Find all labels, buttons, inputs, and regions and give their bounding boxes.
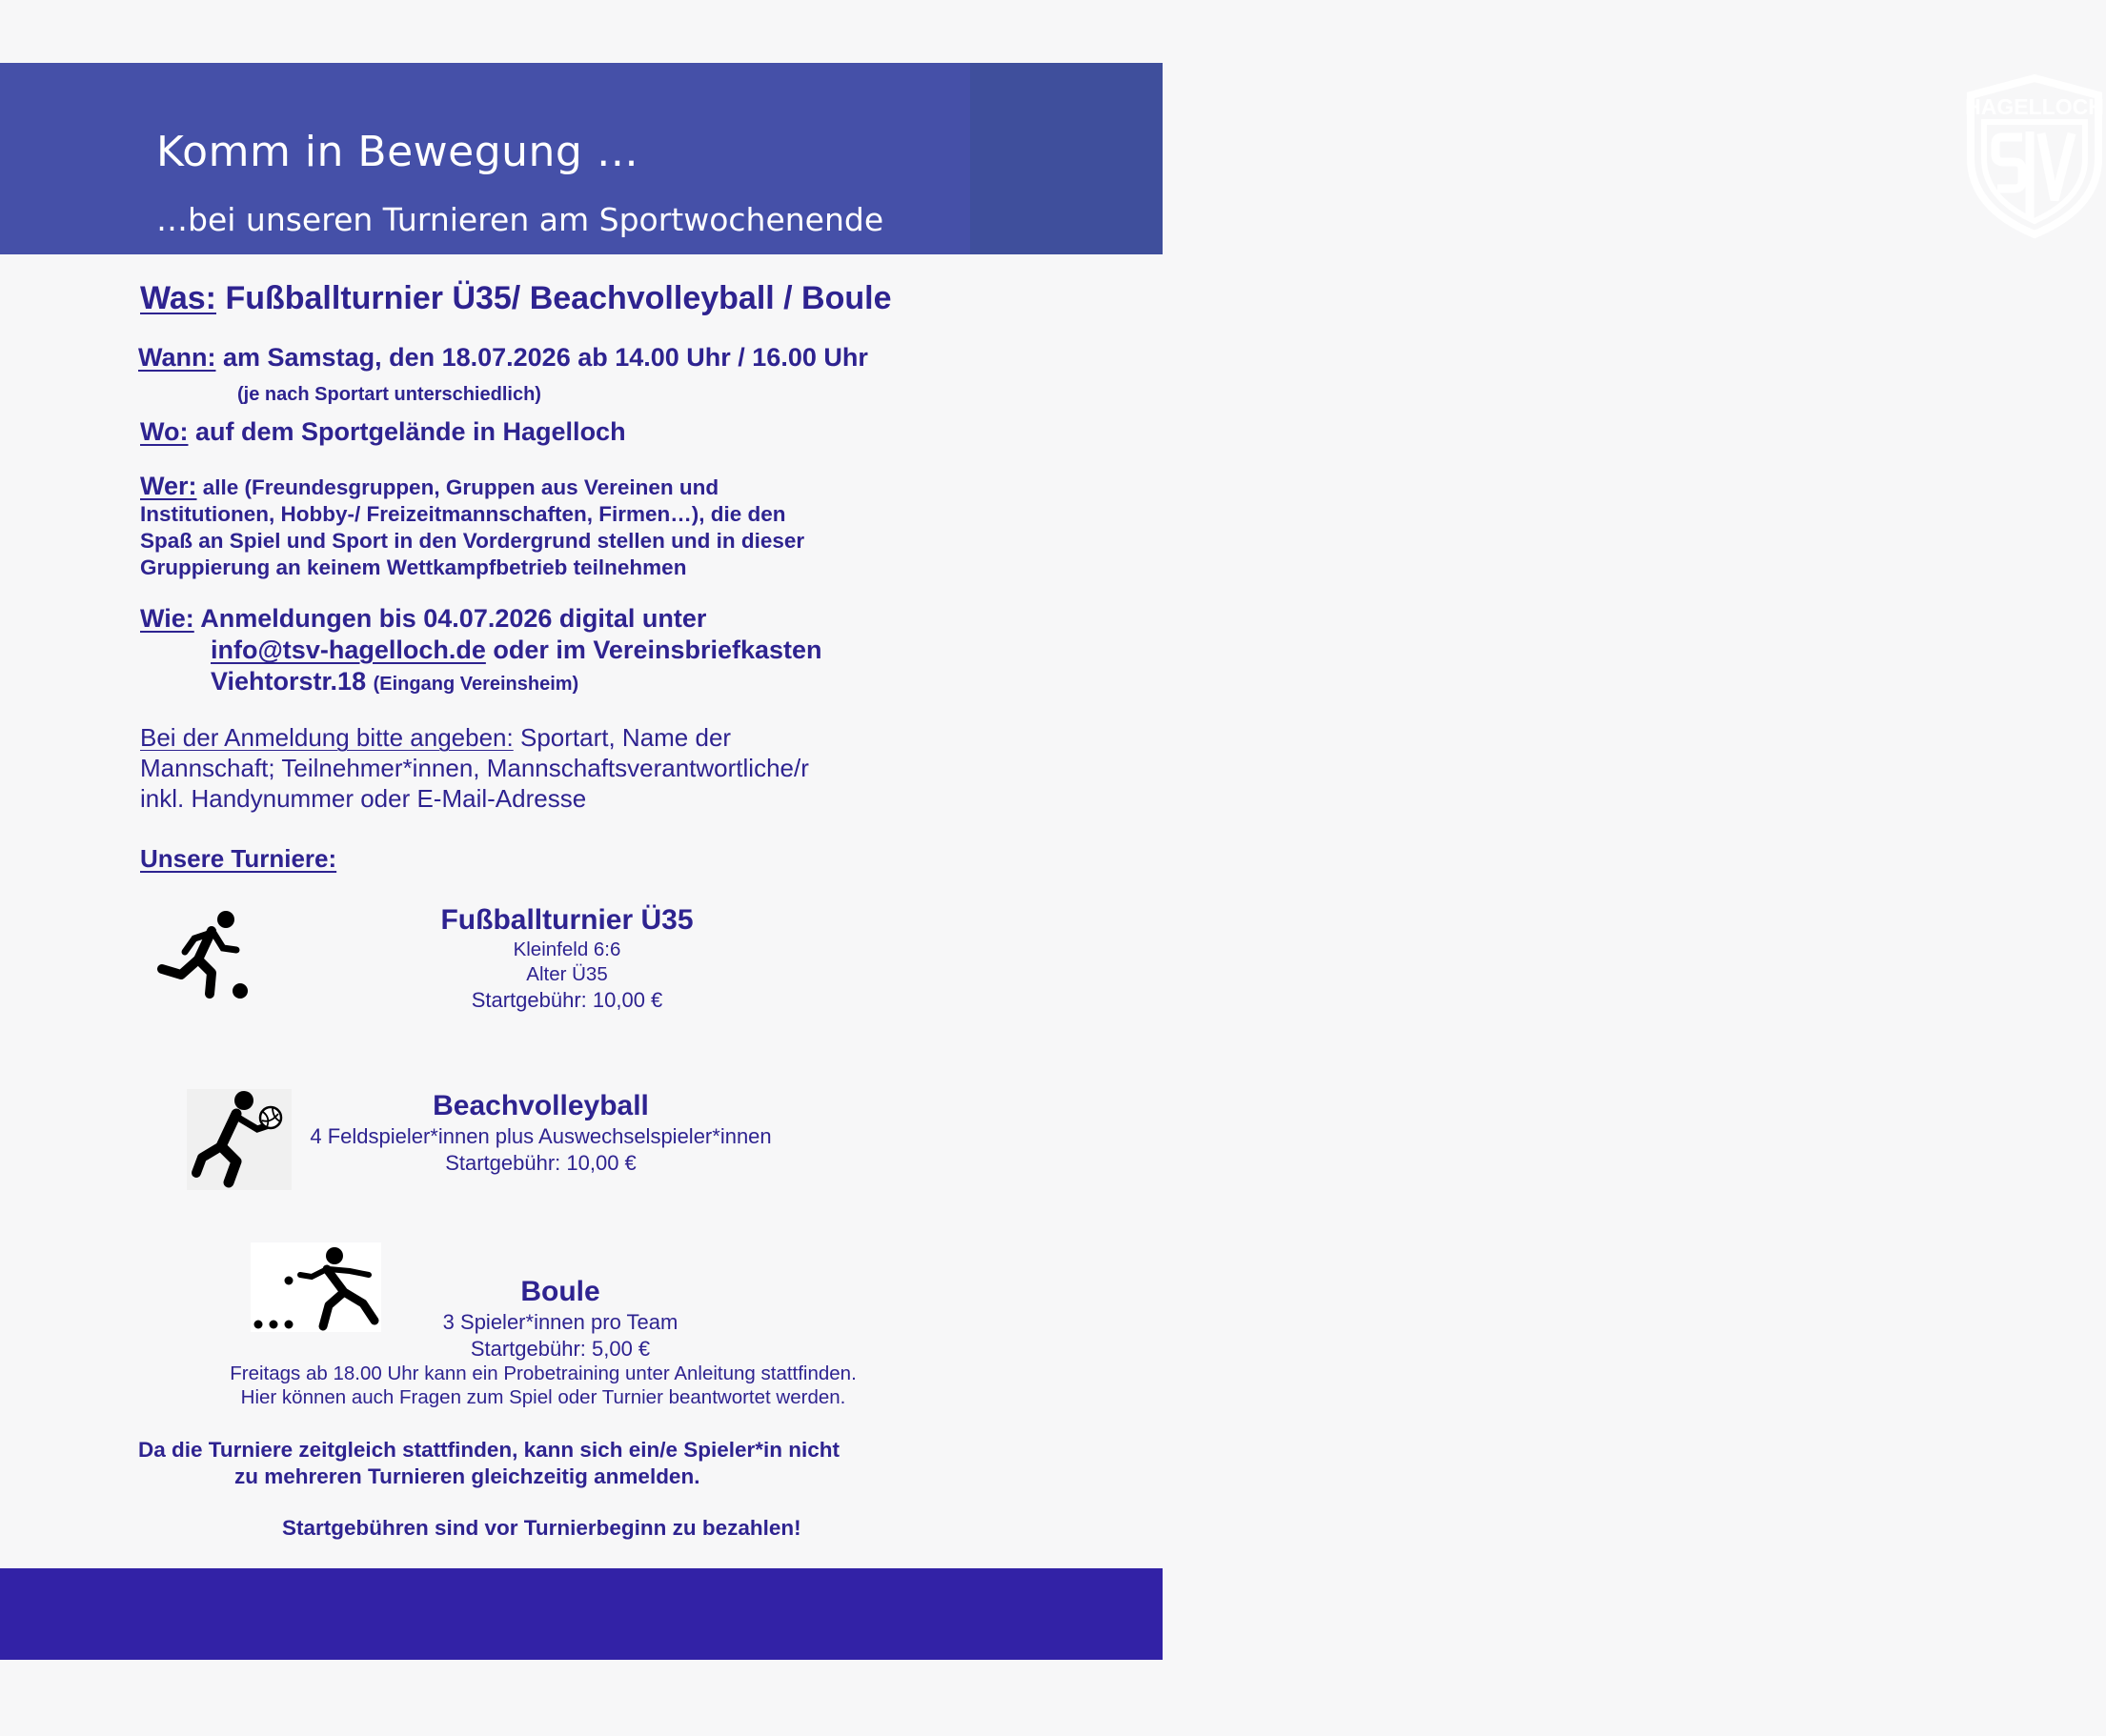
boule-note-line1: Freitags ab 18.00 Uhr kann ein Probetraining unter Anleitung stattfinden. xyxy=(230,1363,857,1384)
wie-text: Anmeldungen bis 04.07.2026 digital unter xyxy=(200,604,707,633)
page-title: Komm in Bewegung … xyxy=(156,128,639,176)
boule-note-line2: Hier können auch Fragen zum Spiel oder Turnier beantwortet werden. xyxy=(240,1386,846,1408)
tournament-detail: Alter Ü35 xyxy=(526,963,608,985)
soccer-player-icon xyxy=(156,910,252,1001)
wo-line xyxy=(140,417,626,447)
header-banner xyxy=(0,63,2104,254)
tournament-detail: Kleinfeld 6:6 xyxy=(513,939,621,960)
wann-text: am Samstag, den 18.07.2026 ab 14.00 Uhr / 16.00 Uhr xyxy=(223,343,868,372)
tournament-detail: 3 Spieler*innen pro Team xyxy=(442,1310,678,1334)
boule-player-icon xyxy=(251,1242,381,1332)
anmeldung-block xyxy=(140,722,809,814)
was-text: Fußballturnier Ü35/ Beachvolleyball / Boule xyxy=(225,280,892,316)
wann-label: Wann: xyxy=(138,343,216,372)
anmeldung-line1: Sportart, Name der xyxy=(519,723,732,752)
wie-label: Wie: xyxy=(140,604,194,633)
wann-note: (je nach Sportart unterschiedlich) xyxy=(237,384,541,405)
tournament-boule xyxy=(370,1275,751,1363)
wer-line2: Institutionen, Hobby-/ Freizeitmannschaften, Firmen…), die den xyxy=(140,502,786,526)
wie-address-note: (Eingang Vereinsheim) xyxy=(373,674,579,695)
tournament-fee: Startgebühr: 5,00 € xyxy=(470,1337,651,1361)
payment-note: Startgebühren sind vor Turnierbeginn zu bezahlen! xyxy=(282,1516,801,1540)
wie-line2-rest: oder im Vereinsbriefkasten xyxy=(493,636,822,664)
warning-line1: Da die Turniere zeitgleich stattfinden, kann sich ein/e Spieler*in nicht xyxy=(138,1438,840,1462)
turniere-heading: Unsere Turniere: xyxy=(140,844,337,873)
volleyball-player-icon xyxy=(187,1089,292,1190)
logo-panel xyxy=(970,63,2104,254)
email-link[interactable]: info@tsv-hagelloch.de xyxy=(211,636,486,664)
tournament-title: Boule xyxy=(520,1276,600,1307)
wer-line3: Spaß an Spiel und Sport in den Vordergrund stellen und in dieser xyxy=(140,529,805,553)
wer-line1: alle (Freundesgruppen, Gruppen aus Vereinen und xyxy=(202,475,719,499)
logo-text: HAGELLOCH xyxy=(1965,94,2104,119)
tournament-title: Beachvolleyball xyxy=(433,1090,649,1121)
wer-label: Wer: xyxy=(140,472,197,500)
warning-block xyxy=(138,1437,840,1490)
tsv-hagelloch-logo xyxy=(1963,74,2106,238)
wer-line4: Gruppierung an keinem Wettkampfbetrieb teilnehmen xyxy=(140,555,687,579)
boule-note xyxy=(162,1362,924,1409)
tournament-title: Fußballturnier Ü35 xyxy=(440,904,694,936)
tournament-detail: 4 Feldspieler*innen plus Auswechselspieler*innen xyxy=(310,1124,772,1148)
footer-bar xyxy=(0,1568,1163,1660)
anmeldung-line2: Mannschaft; Teilnehmer*innen, Mannschaftsverantwortliche/r xyxy=(140,754,809,782)
tournament-fee: Startgebühr: 10,00 € xyxy=(471,988,663,1012)
wie-line1 xyxy=(140,604,706,634)
wo-text: auf dem Sportgelände in Hagelloch xyxy=(195,417,626,446)
tournament-beachvolleyball xyxy=(286,1089,796,1177)
tournament-fee: Startgebühr: 10,00 € xyxy=(445,1151,637,1175)
warning-line2: zu mehreren Turnieren gleichzeitig anmelden. xyxy=(234,1464,700,1488)
wie-address: Viehtorstr.18 xyxy=(211,667,367,696)
anmeldung-label: Bei der Anmeldung bitte angeben: xyxy=(140,723,514,752)
wer-block xyxy=(140,473,804,581)
anmeldung-line3: inkl. Handynummer oder E-Mail-Adresse xyxy=(140,784,587,813)
was-line xyxy=(140,280,892,317)
wo-label: Wo: xyxy=(140,417,189,446)
tournament-fussball xyxy=(376,903,758,1013)
was-label: Was: xyxy=(140,280,216,316)
wann-line xyxy=(138,343,868,373)
wie-line2 xyxy=(211,636,822,665)
wie-line3 xyxy=(211,667,578,696)
page-subtitle: …bei unseren Turnieren am Sportwochenende xyxy=(156,201,884,238)
